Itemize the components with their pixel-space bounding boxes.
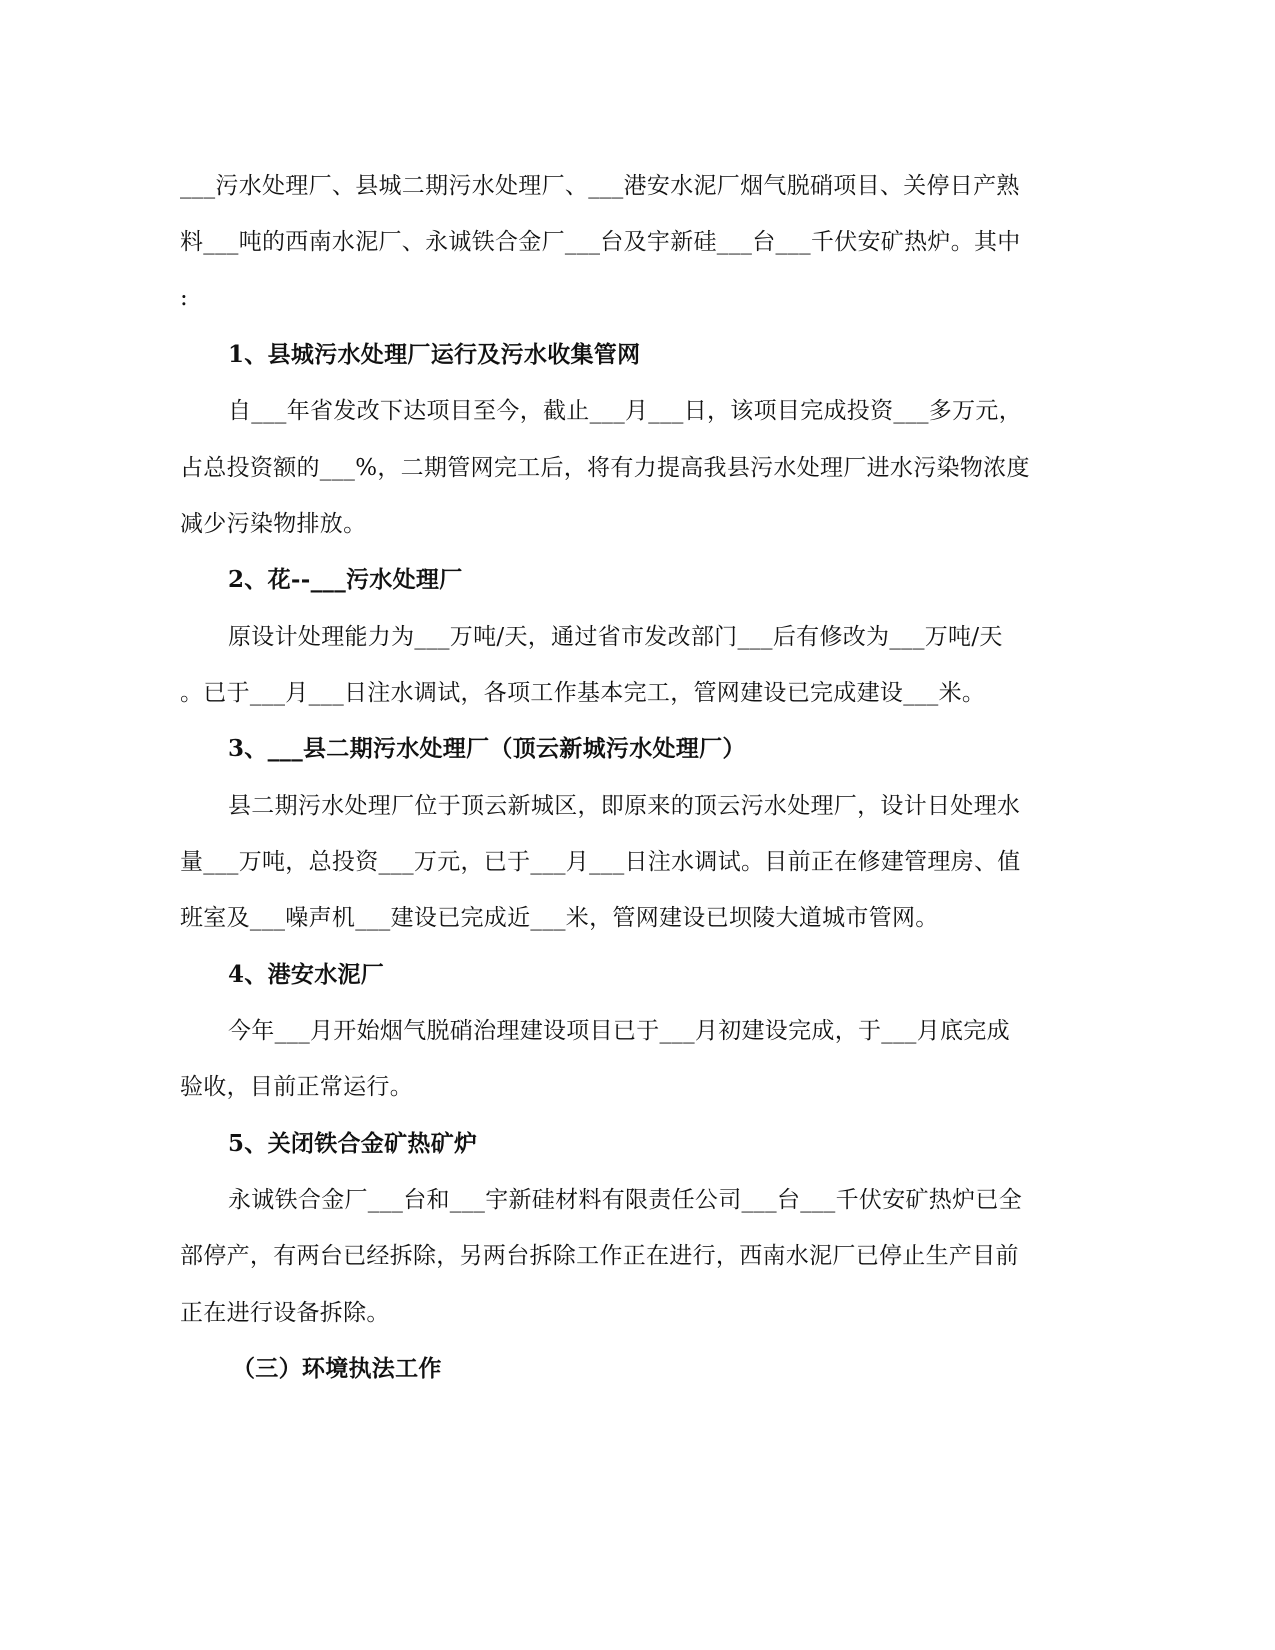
section-5-line-1: 永诚铁合金厂___台和___宇新硅材料有限责任公司___台___千伏安矿热炉已全 [228,1187,1022,1213]
intro-line-1: ___污水处理厂、县城二期污水处理厂、___港安水泥厂烟气脱硝项目、关停日产熟 [180,173,1020,199]
section-1-line-2: 占总投资额的___%，二期管网完工后，将有力提高我县污水处理厂进水污染物浓度 [180,455,1030,481]
intro-line-3: : [180,285,189,311]
section-2-line-1: 原设计处理能力为___万吨/天，通过省市发改部门___后有修改为___万吨/天 [228,624,1003,650]
section-5-line-2: 部停产，有两台已经拆除，另两台拆除工作正在进行，西南水泥厂已停止生产目前 [180,1243,1019,1269]
section-1-heading: 1、县城污水处理厂运行及污水收集管网 [228,341,641,368]
section-1-line-1: 自___年省发改下达项目至今，截止___月___日，该项目完成投资___多万元， [228,398,1022,424]
section-5-heading: 5、关闭铁合金矿热矿炉 [228,1130,478,1157]
intro-line-2: 料___吨的西南水泥厂、永诚铁合金厂___台及宇新硅___台___千伏安矿热炉。其中 [180,229,1021,255]
section-3-line-2: 量___万吨，总投资___万元，已于___月___日注水调试。目前正在修建管理房、值 [180,849,1021,875]
section-5-line-3: 正在进行设备拆除。 [180,1300,390,1326]
final-section-heading: （三）环境执法工作 [232,1355,442,1382]
section-4-heading: 4、港安水泥厂 [228,961,385,988]
section-4-line-1: 今年___月开始烟气脱硝治理建设项目已于___月初建设完成，于___月底完成 [228,1018,1010,1044]
section-3-line-3: 班室及___噪声机___建设已完成近___米，管网建设已坝陵大道城市管网。 [180,905,939,931]
section-3-heading: 3、___县二期污水处理厂（顶云新城污水处理厂） [228,735,746,762]
section-2-line-2: 。已于___月___日注水调试，各项工作基本完工，管网建设已完成建设___米。 [180,680,986,706]
section-4-line-2: 验收，目前正常运行。 [180,1074,413,1100]
section-2-heading: 2、花--___污水处理厂 [228,566,463,593]
section-3-line-1: 县二期污水处理厂位于顶云新城区，即原来的顶云污水处理厂，设计日处理水 [228,793,1021,819]
section-1-line-3: 减少污染物排放。 [180,511,367,537]
